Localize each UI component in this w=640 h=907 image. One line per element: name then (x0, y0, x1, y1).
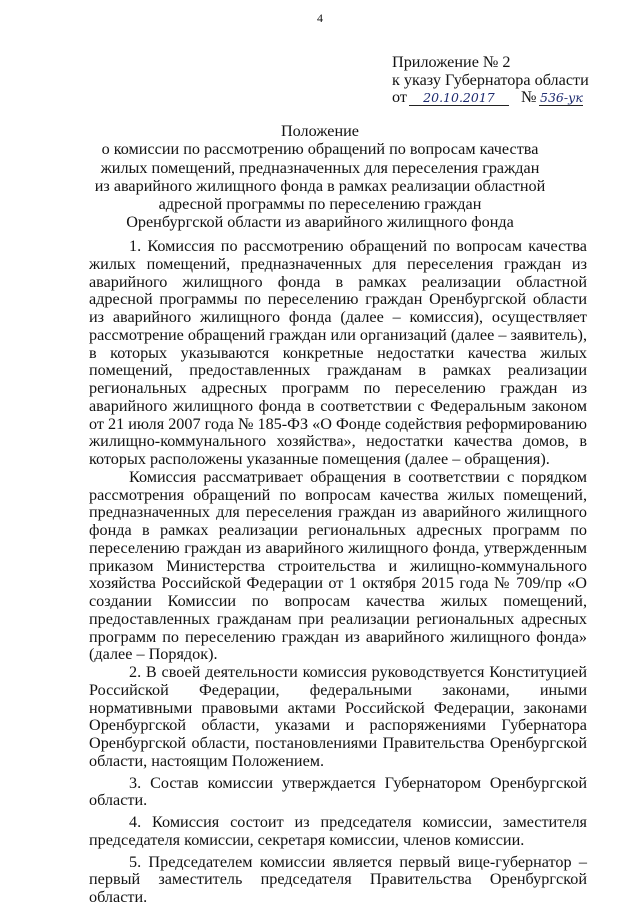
paragraph-1: 1. Комиссия по рассмотрению обращений по вопросам качества жилых помещений, предназначенных для переселения граждан из аварийного жилищного фонда в рамках реализации областной адресной программы по переселению граждан Оренбургской области из аварийного жилищного фонда (далее – комиссия), осуществляет рассмотрение обращений граждан или организаций (далее – заявитель), в которых указываются конкретные недостатки качества жилых помещений, предоставленных гражданам в рамках реализации региональных адресных программ по переселению граждан из аварийного жилищного фонда в соответствии с Федеральным законом от 21 июля 2007 года № 185-ФЗ «О Фонде содействия реформированию жилищно-коммунального хозяйства», недостатки качества домов, в которых расположены указанные помещения (далее – обращения). (89, 237, 587, 468)
appendix-title: Приложение № 2 (392, 53, 511, 71)
title-line: Оренбургской области из аварийного жилищного фонда (126, 213, 514, 232)
appendix-reference: к указу Губернатора области (392, 70, 589, 89)
title-line: о комиссии по рассмотрению обращений по вопросам качества (101, 140, 539, 159)
appendix-date-number-line (392, 89, 589, 107)
paragraph-1-continued: Комиссия рассматривает обращения в соответствии с порядком рассмотрения обращений по вопросам качества жилых помещений, предназначенных для переселения граждан из аварийного жилищного фонда в рамках реализации региональных адресных программ по переселению граждан из аварийного жилищного фонда, утвержденным приказом Министерства строительства и жилищно-коммунального хозяйства Российской Федерации от 1 октября 2015 года № 709/пр «О создании Комиссии по вопросам качества жилых помещений, предоставленных гражданам при реализации региональных адресных программ по переселению граждан из аварийного жилищного фонда» (далее – Порядок). (89, 467, 587, 664)
date-label: от (392, 88, 407, 106)
title-heading: Положение (280, 122, 359, 140)
handwritten-number: 536-ук (540, 90, 583, 105)
handwritten-date: 20.10.2017 (409, 90, 509, 106)
title-line: жилых помещений, предназначенных для переселения граждан (100, 158, 540, 177)
title-line: из аварийного жилищного фонда в рамках реализации областной (94, 176, 546, 195)
document-body (89, 238, 587, 907)
paragraph-5: 5. Председателем комиссии является первый вице-губернатор – первый заместитель председателя Правительства Оренбургской области. (89, 852, 587, 906)
number-label: № (520, 88, 537, 106)
title-line: адресной программы по переселению граждан (158, 195, 482, 214)
paragraph-2: 2. В своей деятельности комиссия руководствуется Конституцией Российской Федерации, федеральными законами, иными нормативными правовыми актами Российской Федерации, законами Оренбургской области, указами и распоряжениями Губернатора Оренбургской области, постановлениями Правительства Оренбургской области, настоящим Положением. (89, 663, 587, 770)
appendix-stamp (392, 54, 589, 107)
document-title (0, 122, 640, 232)
paragraph-3: 3. Состав комиссии утверждается Губернатором Оренбургской области. (89, 773, 587, 810)
page-number: 4 (317, 11, 323, 25)
paragraph-4: 4. Комиссия состоит из председателя комиссии, заместителя председателя комиссии, секретаря комиссии, членов комиссии. (89, 813, 587, 849)
